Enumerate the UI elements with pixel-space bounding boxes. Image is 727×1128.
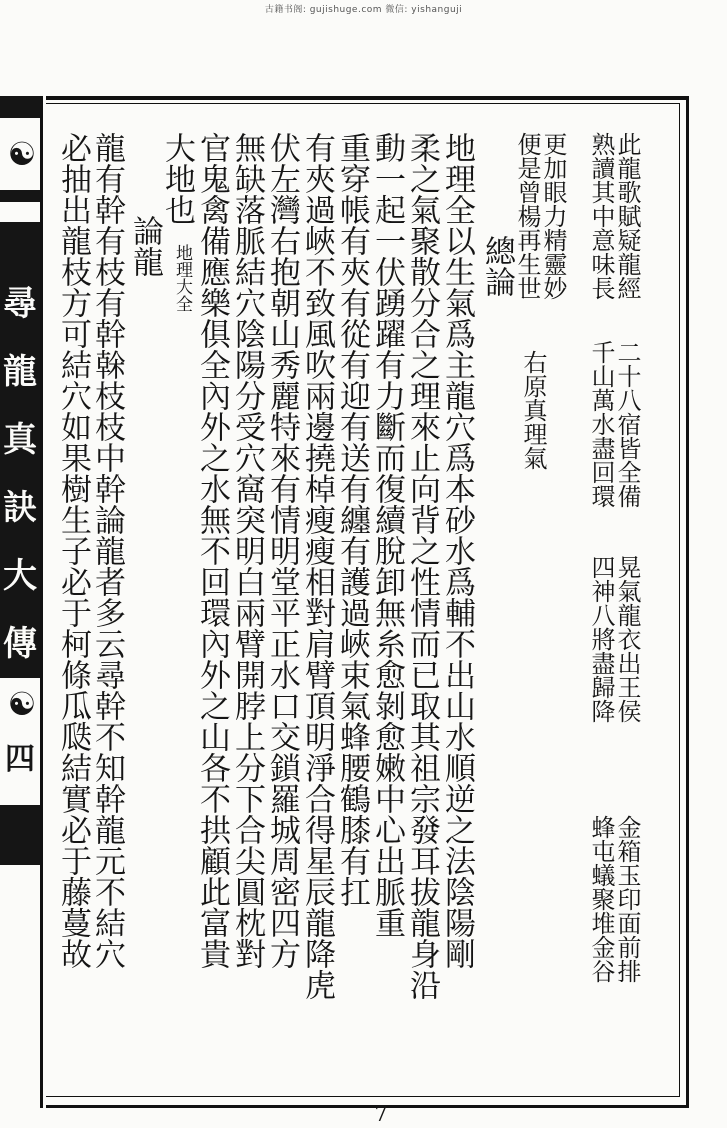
spine-title xyxy=(0,270,40,678)
spine-section-number: 四 xyxy=(5,742,35,777)
spine-title-char: 大 xyxy=(3,556,37,596)
body-column: 官鬼禽備應樂俱全內外之水無不回環內外之山各不拱顧此富貴 xyxy=(194,132,230,969)
spine-title-char: 訣 xyxy=(3,488,37,528)
spine-title-char: 龍 xyxy=(3,352,37,392)
body-column: 動一起一伏踴躍有力斷而復續脫卸無糸愈剝愈嫩中心出脈重 xyxy=(369,132,405,938)
spine-block-bottom xyxy=(0,805,40,865)
spine-title-char: 尋 xyxy=(3,284,37,324)
verse-line: 蜂屯蟻聚堆金谷 xyxy=(587,815,615,983)
body-column: 地理全以生氣爲主龍穴爲本砂水爲輔不出山水順逆之法陰陽剛 xyxy=(439,132,475,969)
heading-zonglun: 總論 xyxy=(479,235,515,297)
fish-tail-mark-bottom: ☯ xyxy=(7,685,37,723)
verse-line: 四神八將盡歸降 xyxy=(587,555,615,723)
verse-line: 金箱玉印面前排 xyxy=(613,815,641,983)
verse-line: 熟讀其中意味長 xyxy=(587,132,615,300)
verse-line: 更加眼力精靈妙 xyxy=(539,132,567,300)
body-column: 無缺落脈結穴陰陽分受穴窩突明白兩臂開脖上分下合尖圓枕對 xyxy=(229,132,265,969)
spine-block-top xyxy=(0,96,40,118)
verse-line: 此龍歌賦疑龍經 xyxy=(613,132,641,300)
body-column: 龍有幹有枝有幹榦枝枝中幹論龍者多云尋幹不知幹龍元不結穴 xyxy=(89,132,125,969)
body-column: 重穿帳有夾有從有迎有送有纏有護過峽束氣蜂腰鶴膝有扛 xyxy=(334,132,370,907)
spine-title-char: 傳 xyxy=(3,624,37,664)
fish-tail-mark-top: ☯ xyxy=(7,135,37,173)
verse-line: 千山萬水盡回環 xyxy=(587,340,615,508)
section-note: 右原真理氣 xyxy=(519,350,547,470)
body-column: 大地也 xyxy=(159,132,195,225)
verse-line: 二十八宿皆全備 xyxy=(613,340,641,508)
verse-line: 晃氣龍衣出王侯 xyxy=(613,555,641,723)
watermark-text: 古籍书阁: gujishuge.com 微信: yishanguji xyxy=(264,5,463,15)
body-column: 伏左灣右抱朝山秀麗特來有情明堂平正水口交鎖羅城周密四方 xyxy=(264,132,300,969)
source-note: 地理大全 xyxy=(172,244,192,312)
body-column: 柔之氣聚散分合之理來止向背之性情而已取其祖宗發耳拔龍身沿 xyxy=(404,132,440,1000)
spine-block xyxy=(0,190,40,202)
body-column: 必抽出龍枝方可結穴如果樹生子必于柯條瓜瓞結實必于藤蔓故 xyxy=(55,132,91,969)
spine-block xyxy=(0,222,40,270)
body-column: 有夾過峽不致風吹兩邊撓棹瘦瘦相對肩臂頂明淨合得星辰龍降虎 xyxy=(299,132,335,1000)
heading-lunlong: 論龍 xyxy=(127,215,163,277)
page-number: 7 xyxy=(374,1102,388,1126)
verse-line: 便是曾楊再生世 xyxy=(513,132,541,300)
spine-divider xyxy=(40,96,43,1108)
spine-title-char: 真 xyxy=(3,420,37,460)
